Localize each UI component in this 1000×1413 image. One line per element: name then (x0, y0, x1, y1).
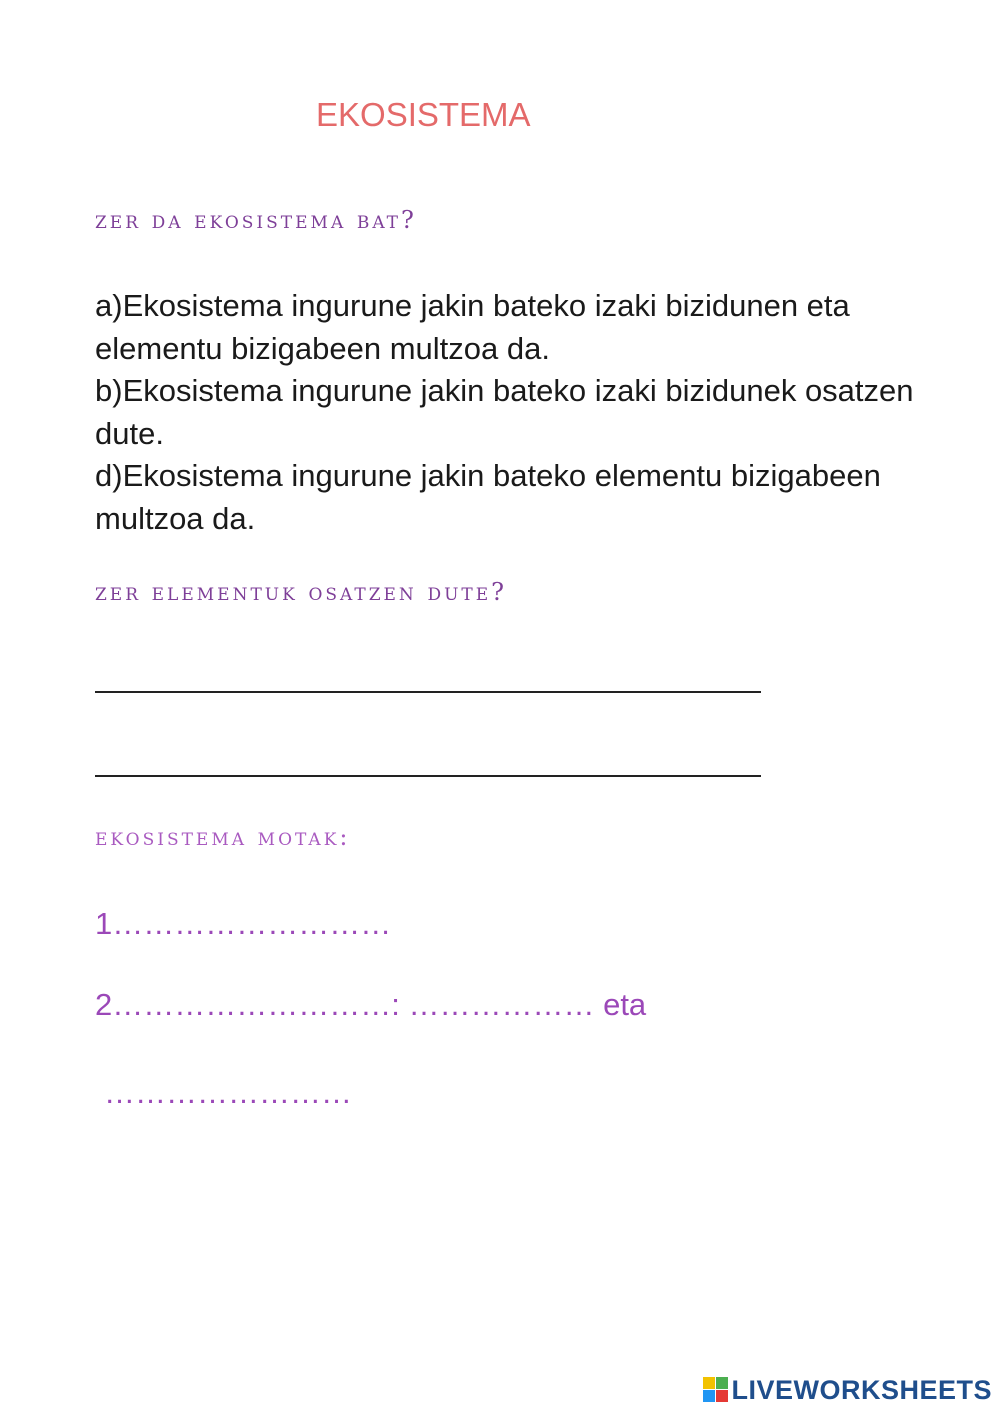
question-1-options (95, 285, 925, 540)
question-1-heading: zer da ekosistema bat? (95, 206, 417, 234)
option-a: a)Ekosistema ingurune jakin bateko izaki bizidunen eta elementu bizigabeen multzoa da. (95, 288, 850, 366)
answer-line-2[interactable] (95, 775, 761, 777)
liveworksheets-logo-icon (703, 1377, 729, 1403)
ecosystem-types-heading: ekosistema motak: (95, 823, 351, 851)
liveworksheets-watermark (703, 1373, 992, 1407)
page-title: EKOSISTEMA (316, 96, 531, 133)
question-2-heading: zer elementuk osatzen dute? (95, 578, 508, 606)
option-b: b)Ekosistema ingurune jakin bateko izaki bizidunek osatzen dute. (95, 373, 914, 451)
ecosystem-type-2-blank[interactable]: 2………………………: ……………… eta (95, 987, 647, 1022)
answer-line-1[interactable] (95, 691, 761, 693)
brand-name: LIVEWORKSHEETS (731, 1374, 992, 1405)
option-d: d)Ekosistema ingurune jakin bateko elementu bizigabeen multzoa da. (95, 458, 881, 536)
ecosystem-type-1-blank[interactable]: 1……………………… (95, 906, 392, 941)
ecosystem-type-3-blank[interactable]: …………………… (104, 1075, 352, 1110)
